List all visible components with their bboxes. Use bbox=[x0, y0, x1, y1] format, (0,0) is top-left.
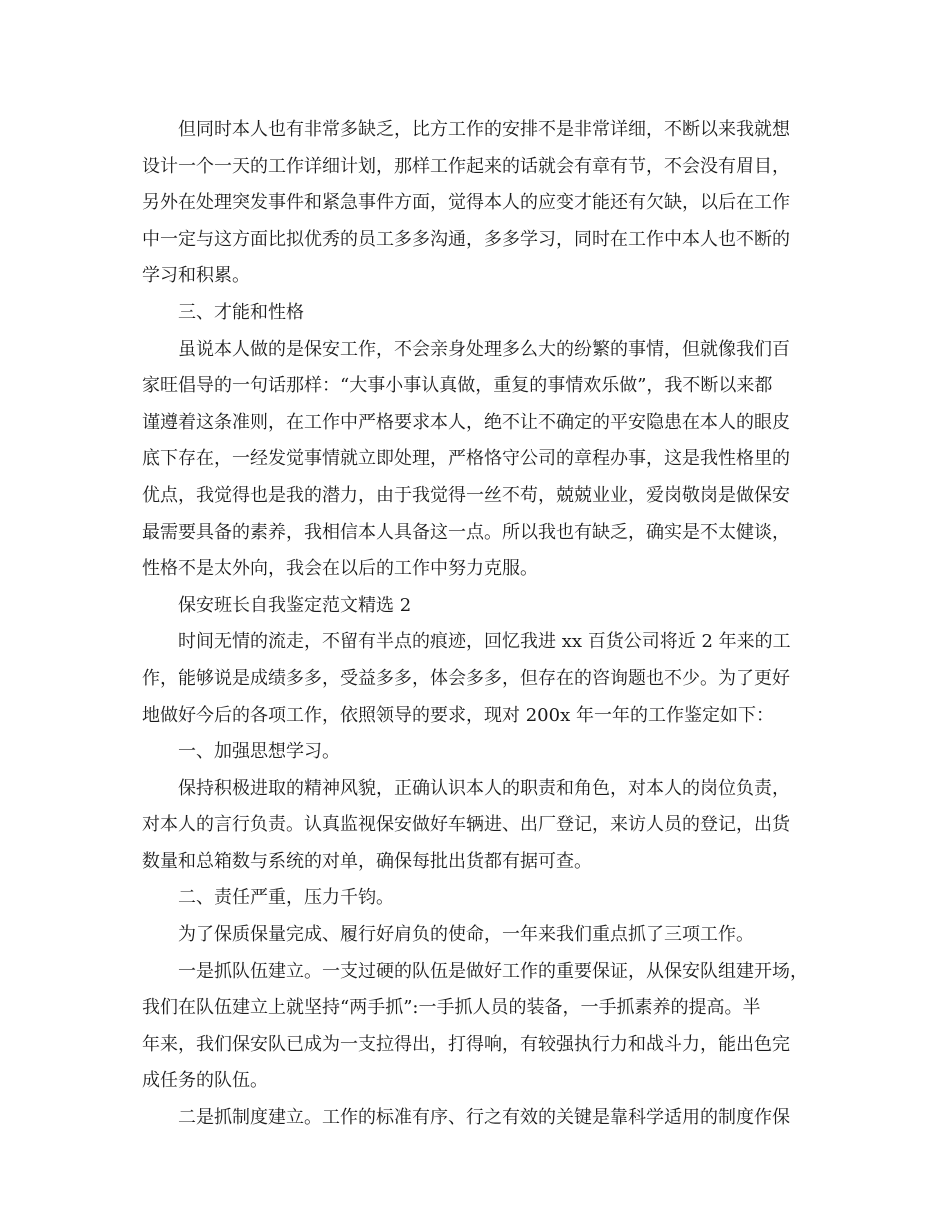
text-line: 成任务的队伍。 bbox=[142, 1070, 268, 1092]
text-line: 地做好今后的各项工作，依照领导的要求，现对 200x 年一年的工作鉴定如下： bbox=[142, 704, 774, 726]
text-line: 时间无情的流走，不留有半点的痕迹，回忆我进 xx 百货公司将近 2 年来的工 bbox=[178, 631, 791, 653]
text-line: 对本人的言行负责。认真监视保安做好车辆进、出厂登记，来访人员的登记，出货 bbox=[142, 814, 790, 836]
text-line: 作，能够说是成绩多多，受益多多，体会多多，但存在的咨询题也不少。为了更好 bbox=[142, 667, 790, 689]
paragraph-p7 bbox=[142, 771, 822, 881]
text-line: 数量和总箱数与系统的对单，确保每批出货都有据可查。 bbox=[142, 850, 592, 872]
text-line: 二、责任严重，压力千钧。 bbox=[178, 887, 394, 909]
paragraph-p9 bbox=[142, 917, 822, 954]
paragraph-p8 bbox=[142, 880, 822, 917]
paragraph-p5 bbox=[142, 624, 822, 734]
paragraph-p2 bbox=[142, 295, 822, 332]
text-line: 三、才能和性格 bbox=[178, 301, 304, 323]
text-line: 谨遵着这条准则，在工作中严格要求本人，绝不让不确定的平安隐患在本人的眼皮 bbox=[142, 411, 790, 433]
text-line: 性格不是太外向，我会在以后的工作中努力克服。 bbox=[142, 558, 538, 580]
text-line: 保安班长自我鉴定范文精选 2 bbox=[178, 594, 412, 616]
paragraph-p10 bbox=[142, 954, 822, 1100]
paragraph-p1 bbox=[142, 112, 822, 295]
text-line: 最需要具备的素养，我相信本人具备这一点。所以我也有缺乏，确实是不太健谈， bbox=[142, 521, 790, 543]
text-line: 我们在队伍建立上就坚持“两手抓”:一手抓人员的装备，一手抓素养的提高。半 bbox=[142, 997, 761, 1019]
text-line: 一是抓队伍建立。一支过硬的队伍是做好工作的重要保证，从保安队组建开场， bbox=[178, 960, 808, 982]
text-line: 年来，我们保安队已成为一支拉得出，打得响，有较强执行力和战斗力，能出色完 bbox=[142, 1033, 790, 1055]
text-line: 另外在处理突发事件和紧急事件方面，觉得本人的应变才能还有欠缺，以后在工作 bbox=[142, 192, 790, 214]
text-line: 底下存在，一经发觉事情就立即处理，严格恪守公司的章程办事，这是我性格里的 bbox=[142, 448, 790, 470]
paragraph-p11 bbox=[142, 1100, 822, 1137]
document-body bbox=[142, 112, 822, 1137]
text-line: 二是抓制度建立。工作的标准有序、行之有效的关键是靠科学适用的制度作保 bbox=[178, 1107, 790, 1129]
text-line: 一、加强思想学习。 bbox=[178, 741, 340, 763]
text-line: 家旺倡导的一句话那样：“大事小事认真做，重复的事情欢乐做”，我不断以来都 bbox=[142, 375, 773, 397]
paragraph-p6 bbox=[142, 734, 822, 771]
text-line: 虽说本人做的是保安工作，不会亲身处理多么大的纷繁的事情，但就像我们百 bbox=[178, 338, 790, 360]
text-line: 为了保质保量完成、履行好肩负的使命，一年来我们重点抓了三项工作。 bbox=[178, 924, 754, 946]
text-line: 中一定与这方面比拟优秀的员工多多沟通，多多学习，同时在工作中本人也不断的 bbox=[142, 228, 790, 250]
text-line: 优点，我觉得也是我的潜力，由于我觉得一丝不苟，兢兢业业，爱岗敬岗是做保安 bbox=[142, 484, 790, 506]
text-line: 但同时本人也有非常多缺乏，比方工作的安排不是非常详细，不断以来我就想 bbox=[178, 119, 790, 140]
paragraph-p4 bbox=[142, 588, 822, 625]
text-line: 保持积极进取的精神风貌，正确认识本人的职责和角色，对本人的岗位负责， bbox=[178, 777, 790, 799]
paragraph-p3 bbox=[142, 332, 822, 588]
text-line: 学习和积累。 bbox=[142, 265, 250, 287]
text-line: 设计一个一天的工作详细计划，那样工作起来的话就会有章有节，不会没有眉目， bbox=[142, 155, 790, 177]
